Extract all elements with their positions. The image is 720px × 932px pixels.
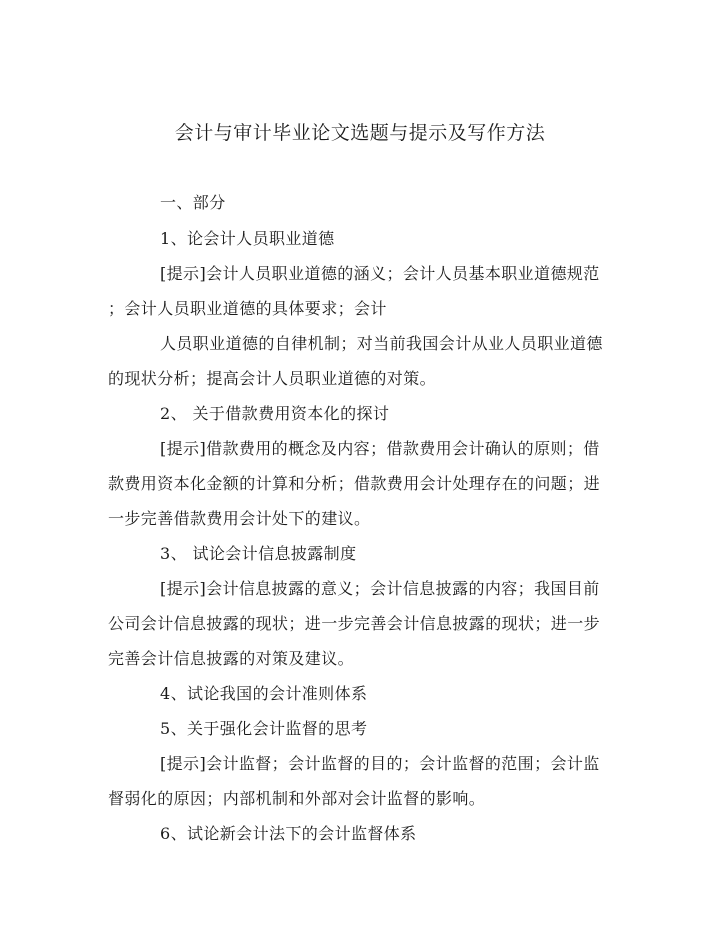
topic-3-hint-line-1: [提示]会计信息披露的意义；会计信息披露的内容；我国目前 bbox=[160, 579, 600, 598]
topic-3-hint-line-3: 完善会计信息披露的对策及建议。 bbox=[108, 649, 355, 668]
topic-3-heading: 3、 试论会计信息披露制度 bbox=[160, 544, 357, 563]
topic-5-heading: 5、关于强化会计监督的思考 bbox=[160, 719, 368, 738]
document-title: 会计与审计毕业论文选题与提示及写作方法 bbox=[174, 122, 546, 144]
topic-2-hint-line-1: [提示]借款费用的概念及内容；借款费用会计确认的原则；借 bbox=[160, 439, 600, 458]
section-heading: 一、部分 bbox=[160, 193, 226, 212]
topic-1-hint-line-2: ；会计人员职业道德的具体要求；会计 bbox=[108, 299, 387, 318]
topic-5-hint-line-1: [提示]会计监督；会计监督的目的；会计监督的范围；会计监 bbox=[160, 754, 600, 773]
topic-2-hint-line-2: 款费用资本化金额的计算和分析；借款费用会计处理存在的问题；进 bbox=[108, 474, 601, 493]
topic-4-heading: 4、试论我国的会计准则体系 bbox=[160, 684, 368, 703]
topic-2-heading: 2、 关于借款费用资本化的探讨 bbox=[160, 404, 390, 423]
topic-2-hint-line-3: 一步完善借款费用会计处下的建议。 bbox=[108, 509, 371, 528]
topic-1-hint-line-3: 人员职业道德的自律机制；对当前我国会计从业人员职业道德 bbox=[160, 334, 603, 353]
topic-6-heading: 6、试论新会计法下的会计监督体系 bbox=[160, 824, 417, 843]
topic-5-hint-line-2: 督弱化的原因；内部机制和外部对会计监督的影响。 bbox=[108, 789, 486, 808]
topic-1-hint-line-1: [提示]会计人员职业道德的涵义；会计人员基本职业道德规范 bbox=[160, 264, 600, 283]
topic-1-hint-line-4: 的现状分析；提高会计人员职业道德的对策。 bbox=[108, 369, 437, 388]
topic-1-heading: 1、论会计人员职业道德 bbox=[160, 229, 335, 248]
topic-3-hint-line-2: 公司会计信息披露的现状；进一步完善会计信息披露的现状；进一步 bbox=[108, 614, 601, 633]
